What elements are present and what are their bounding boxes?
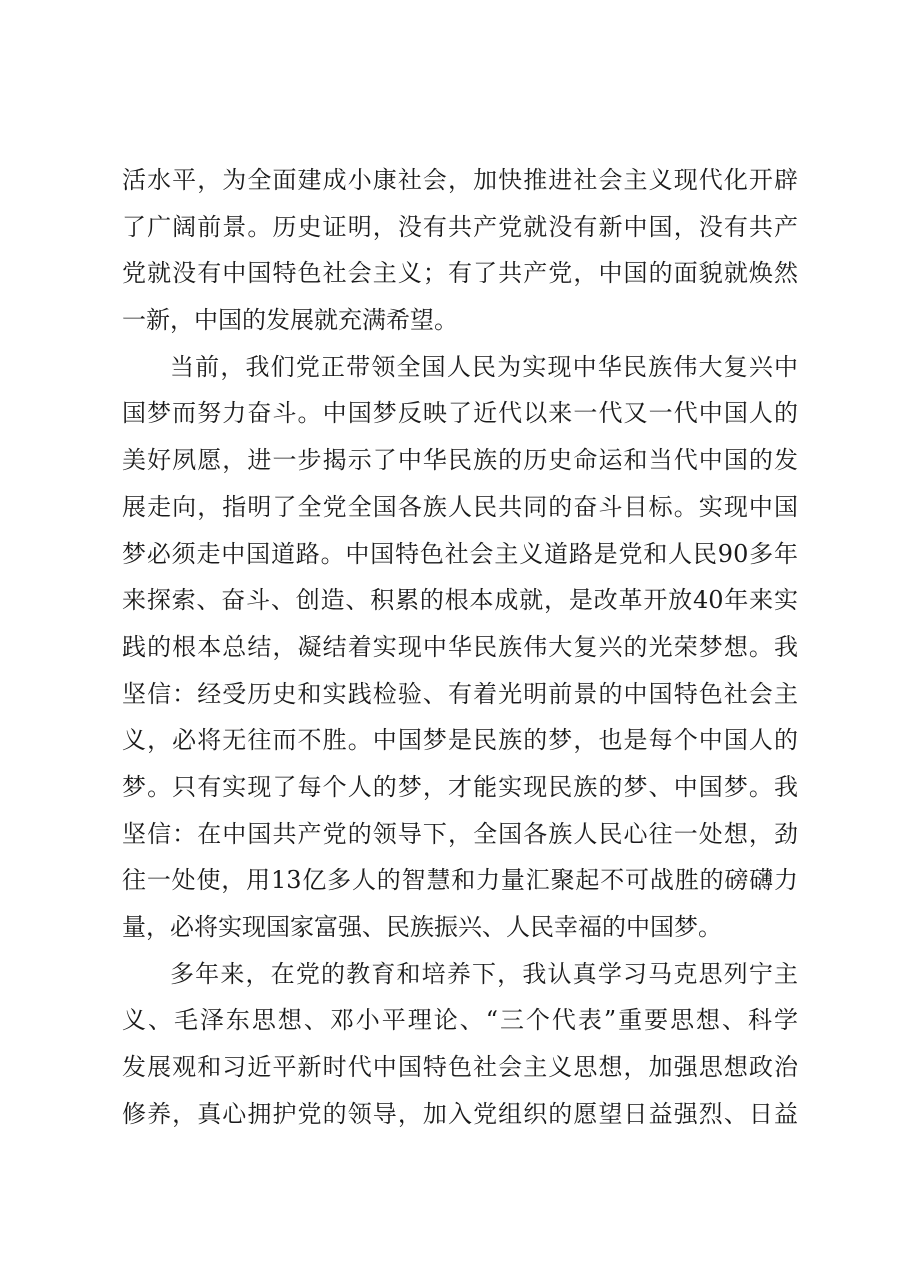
paragraph-2-line-9: 义，必将无往而不胜。中国梦是民族的梦，也是每个中国人的 [122,726,798,755]
paragraph-1-line-4: 一新，中国的发展就充满希望。 [122,306,458,335]
paragraph-3-line-3: 发展观和习近平新时代中国特色社会主义思想，加强思想政治 [122,1053,798,1082]
paragraph-2-line-3: 美好夙愿，进一步揭示了中华民族的历史命运和当代中国的发 [122,446,798,475]
paragraph-2-line-8: 坚信：经受历史和实践检验、有着光明前景的中国特色社会主 [122,679,798,708]
paragraph-3-line-1: 多年来，在党的教育和培养下，我认真学习马克思列宁主 [170,959,798,988]
paragraph-2-line-4: 展走向，指明了全党全国各族人民共同的奋斗目标。实现中国 [122,492,798,521]
paragraph-1-line-1: 活水平，为全面建成小康社会，加快推进社会主义现代化开辟 [122,166,798,194]
paragraph-2-line-6: 来探索、奋斗、创造、积累的根本成就，是改革开放40年来实 [122,586,798,615]
paragraph-2-line-2: 国梦而努力奋斗。中国梦反映了近代以来一代又一代中国人的 [122,399,798,428]
body-text [122,157,798,1137]
paragraph-3-line-2: 义、毛泽东思想、邓小平理论、“三个代表”重要思想、科学 [122,1006,798,1035]
paragraph-2-line-10: 梦。只有实现了每个人的梦，才能实现民族的梦、中国梦。我 [122,772,798,801]
paragraph-1-line-3: 党就没有中国特色社会主义；有了共产党，中国的面貌就焕然 [122,259,798,288]
paragraph-1-line-2: 了广阔前景。历史证明，没有共产党就没有新中国，没有共产 [122,212,798,241]
paragraph-2-line-11: 坚信：在中国共产党的领导下，全国各族人民心往一处想，劲 [122,819,798,848]
paragraph-2-line-1: 当前，我们党正带领全国人民为实现中华民族伟大复兴中 [170,352,798,381]
paragraph-2-line-13: 量，必将实现国家富强、民族振兴、人民幸福的中国梦。 [122,913,722,941]
paragraph-2-line-5: 梦必须走中国道路。中国特色社会主义道路是党和人民90多年 [122,539,798,568]
paragraph-2-line-12: 往一处使，用13亿多人的智慧和力量汇聚起不可战胜的磅礴力 [122,866,798,895]
paragraph-2-line-7: 践的根本总结，凝结着实现中华民族伟大复兴的光荣梦想。我 [122,632,798,661]
paragraph-3-line-4: 修养，真心拥护党的领导，加入党组织的愿望日益强烈、日益 [122,1099,798,1128]
